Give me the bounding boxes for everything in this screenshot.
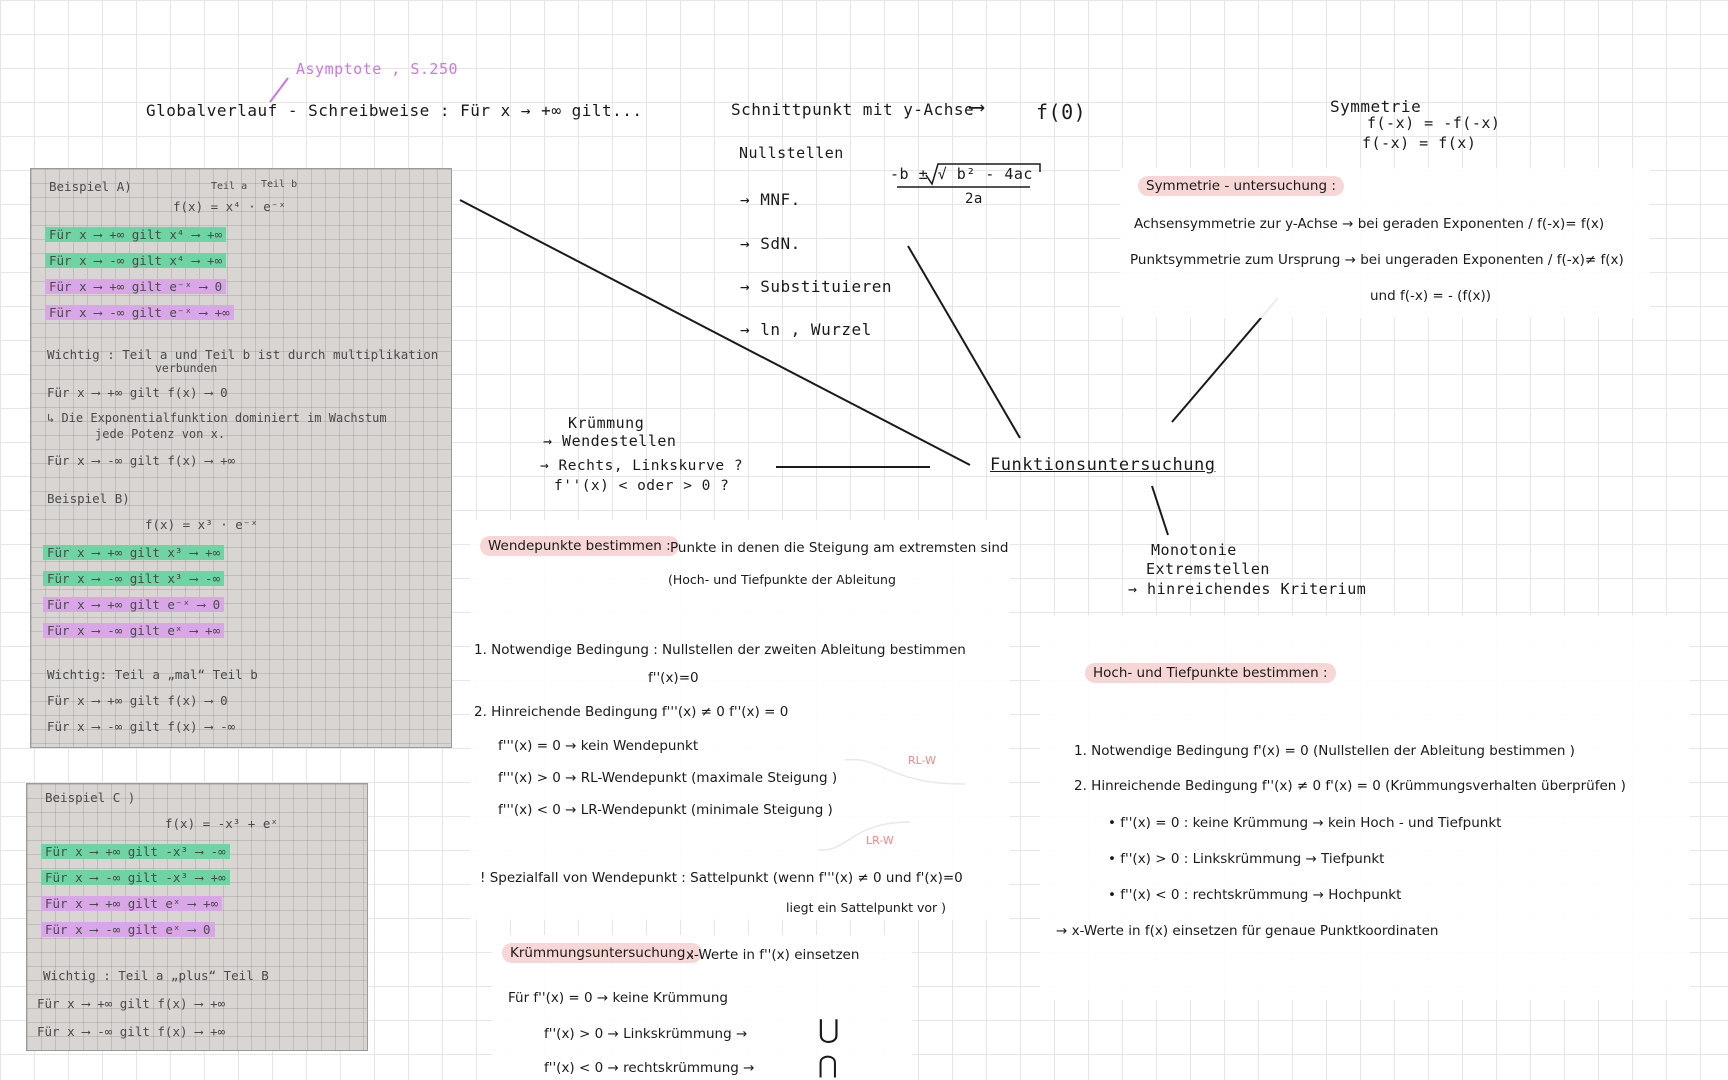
sattelpunkt-note-2: liegt ein Sattelpunkt vor ) xyxy=(786,900,946,915)
beispiel-b-row-5: Für x ⟶ +∞ gilt f(x) ⟶ 0 xyxy=(47,693,228,708)
monotonie-label: Monotonie xyxy=(1151,541,1237,559)
hochtief-line-3: • f''(x) = 0 : keine Krümmung → kein Hoch - und Tiefpunkt xyxy=(1108,815,1502,831)
hochtief-line-6: → x-Werte in f(x) einsetzen für genaue Punktkoordinaten xyxy=(1056,923,1439,939)
kruemmung-label: Krümmung xyxy=(568,414,645,432)
hinreichendes-label: → hinreichendes Kriterium xyxy=(1128,580,1367,598)
hochtief-line-4: • f''(x) > 0 : Linkskrümmung → Tiefpunkt xyxy=(1108,851,1385,867)
beispiel-c-row-1: Für x ⟶ +∞ gilt -x³ ⟶ -∞ xyxy=(41,844,230,859)
beispiel-b-row-1: Für x ⟶ +∞ gilt x³ ⟶ +∞ xyxy=(43,545,224,560)
nullstellen-item-ln: → ln , Wurzel xyxy=(740,320,872,339)
hochtief-card xyxy=(1040,615,1690,1000)
globalverlauf-heading: Globalverlauf - Schreibweise : Für x → +∞ gilt... xyxy=(146,101,643,120)
notebook-photo-example-c xyxy=(26,783,368,1051)
beispiel-a-wichtig-2: verbunden xyxy=(155,361,218,375)
beispiel-b-title: Beispiel B) xyxy=(47,491,130,506)
rechtskruemmung-icon: ⋂ xyxy=(818,1051,838,1079)
nullstellen-title: Nullstellen xyxy=(739,144,844,162)
beispiel-a-wichtig: Wichtig : Teil a und Teil b ist durch multiplikation xyxy=(47,347,439,362)
beispiel-b-row-4: Für x ⟶ -∞ gilt eˣ ⟶ +∞ xyxy=(43,623,224,638)
extremstellen-label: Extremstellen xyxy=(1146,560,1270,578)
wendepunkte-case-2: f'''(x) > 0 → RL-Wendepunkt (maximale Steigung ) xyxy=(498,770,838,786)
beispiel-c-row-3: Für x ⟶ +∞ gilt eˣ ⟶ +∞ xyxy=(41,896,222,911)
beispiel-c-row-2: Für x ⟶ -∞ gilt -x³ ⟶ +∞ xyxy=(41,870,230,885)
hochtief-line-1: 1. Notwendige Bedingung f'(x) = 0 (Nullstellen der Ableitung bestimmen ) xyxy=(1074,743,1575,759)
teil-a-label: Teil a xyxy=(211,181,248,192)
nullstellen-item-mnf: → MNF. xyxy=(740,190,801,209)
beispiel-c-row-6: Für x ⟶ -∞ gilt f(x) ⟶ +∞ xyxy=(37,1024,226,1039)
pq-formula-numerator: -b ± √ b² - 4ac xyxy=(890,165,1033,183)
kruemmung-heading: Krümmungsuntersuchung : xyxy=(502,943,702,963)
asymptote-note: Asymptote , S.250 xyxy=(296,60,459,78)
notebook-photo-examples-ab xyxy=(30,168,452,748)
wendepunkte-notwendig-eq: f''(x)=0 xyxy=(648,670,699,686)
beispiel-a-row-6: ↳ Die Exponentialfunktion dominiert im Wachstum xyxy=(47,411,387,425)
beispiel-c-title: Beispiel C ) xyxy=(45,790,136,805)
kruemmung-row-1: Für f''(x) = 0 → keine Krümmung xyxy=(508,990,728,1006)
wendepunkte-case-3: f'''(x) < 0 → LR-Wendepunkt (minimale Steigung ) xyxy=(498,802,833,818)
beispiel-b-wichtig: Wichtig: Teil a „mal“ Teil b xyxy=(47,667,258,682)
beispiel-c-wichtig: Wichtig : Teil a „plus“ Teil B xyxy=(43,968,269,983)
funktionsuntersuchung-title: Funktionsuntersuchung xyxy=(990,455,1216,475)
arrow-icon: ⟶ xyxy=(970,95,984,120)
lr-w-label: LR-W xyxy=(866,834,894,847)
rechts-links-label: → Rechts, Linkskurve ? xyxy=(540,458,744,474)
symmetrie-formula-2: f(-x) = f(x) xyxy=(1362,134,1477,152)
kruemmung-row-2: f''(x) > 0 → Linkskrümmung → xyxy=(544,1026,748,1042)
beispiel-a-row-7: Für x ⟶ -∞ gilt f(x) ⟶ +∞ xyxy=(47,453,236,468)
beispiel-a-row-6b: jede Potenz von x. xyxy=(95,427,226,441)
beispiel-b-row-6: Für x ⟶ -∞ gilt f(x) ⟶ -∞ xyxy=(47,719,236,734)
wendepunkte-card xyxy=(470,520,1010,920)
beispiel-a-function: f(x) = x⁴ · e⁻ˣ xyxy=(173,199,286,214)
hochtief-heading: Hoch- und Tiefpunkte bestimmen : xyxy=(1085,663,1336,683)
beispiel-a-row-1: Für x ⟶ +∞ gilt x⁴ ⟶ +∞ xyxy=(45,227,226,242)
beispiel-c-row-4: Für x ⟶ -∞ gilt eˣ ⟶ 0 xyxy=(41,922,215,937)
symmetrie-card-heading: Symmetrie - untersuchung : xyxy=(1138,176,1344,196)
beispiel-a-row-5: Für x ⟶ +∞ gilt f(x) ⟶ 0 xyxy=(47,385,228,400)
beispiel-c-function: f(x) = -x³ + eˣ xyxy=(165,816,278,831)
beispiel-a-row-3: Für x ⟶ +∞ gilt e⁻ˣ ⟶ 0 xyxy=(45,279,226,294)
teil-b-label: Teil b xyxy=(261,179,298,190)
hochtief-line-2: 2. Hinreichende Bedingung f''(x) ≠ 0 f'(x) = 0 (Krümmungsverhalten überprüfen ) xyxy=(1074,778,1626,794)
linkskruemmung-icon: ⋃ xyxy=(818,1015,840,1045)
rl-w-label: RL-W xyxy=(908,754,936,767)
beispiel-a-row-2: Für x ⟶ -∞ gilt x⁴ ⟶ +∞ xyxy=(45,253,226,268)
symmetrie-title: Symmetrie xyxy=(1330,97,1422,116)
symmetrie-card-line-1: Achsensymmetrie zur y-Achse → bei geraden Exponenten / f(-x)= f(x) xyxy=(1134,216,1605,232)
f0-label: f(0) xyxy=(1036,100,1087,124)
wendepunkte-case-1: f'''(x) = 0 → kein Wendepunkt xyxy=(498,738,699,754)
f2-condition: f''(x) < oder > 0 ? xyxy=(554,478,730,494)
wendepunkte-notwendig: 1. Notwendige Bedingung : Nullstellen der zweiten Ableitung bestimmen xyxy=(474,642,966,658)
symmetrie-card xyxy=(1120,168,1650,318)
symmetrie-card-line-3: und f(-x) = - (f(x)) xyxy=(1370,288,1491,304)
schnittpunkt-label: Schnittpunkt mit y-Achse xyxy=(731,100,975,119)
sattelpunkt-note: ! Spezialfall von Wendepunkt : Sattelpunkt (wenn f'''(x) ≠ 0 und f'(x)=0 xyxy=(480,870,963,886)
kruemmung-desc: x-Werte in f''(x) einsetzen xyxy=(686,947,860,963)
hochtief-line-5: • f''(x) < 0 : rechtskrümmung → Hochpunkt xyxy=(1108,887,1402,903)
symmetrie-card-line-2: Punktsymmetrie zum Ursprung → bei ungeraden Exponenten / f(-x)≠ f(x) xyxy=(1130,252,1624,268)
beispiel-b-row-2: Für x ⟶ -∞ gilt x³ ⟶ -∞ xyxy=(43,571,224,586)
pq-formula-denominator: 2a xyxy=(965,191,983,207)
wendepunkte-desc-2: (Hoch- und Tiefpunkte der Ableitung xyxy=(668,572,896,587)
wendepunkte-hinreichend: 2. Hinreichende Bedingung f'''(x) ≠ 0 f''(x) = 0 xyxy=(474,704,789,720)
kruemmung-card xyxy=(492,935,912,1080)
beispiel-a-row-4: Für x ⟶ -∞ gilt e⁻ˣ ⟶ +∞ xyxy=(45,305,234,320)
beispiel-c-row-5: Für x ⟶ +∞ gilt f(x) ⟶ +∞ xyxy=(37,996,226,1011)
wendestellen-label: → Wendestellen xyxy=(543,432,677,450)
beispiel-a-title: Beispiel A) xyxy=(49,179,132,194)
kruemmung-row-3: f''(x) < 0 → rechtskrümmung → xyxy=(544,1060,755,1076)
nullstellen-item-sdn: → SdN. xyxy=(740,234,801,253)
nullstellen-item-substituieren: → Substituieren xyxy=(740,277,892,296)
symmetrie-formula-1: f(-x) = -f(-x) xyxy=(1367,114,1501,132)
wendepunkte-heading: Wendepunkte bestimmen : xyxy=(480,536,679,556)
wendepunkte-desc-1: Punkte in denen die Steigung am extremsten sind xyxy=(670,540,1009,556)
beispiel-b-function: f(x) = x³ · e⁻ˣ xyxy=(145,517,258,532)
beispiel-b-row-3: Für x ⟶ +∞ gilt e⁻ˣ ⟶ 0 xyxy=(43,597,224,612)
